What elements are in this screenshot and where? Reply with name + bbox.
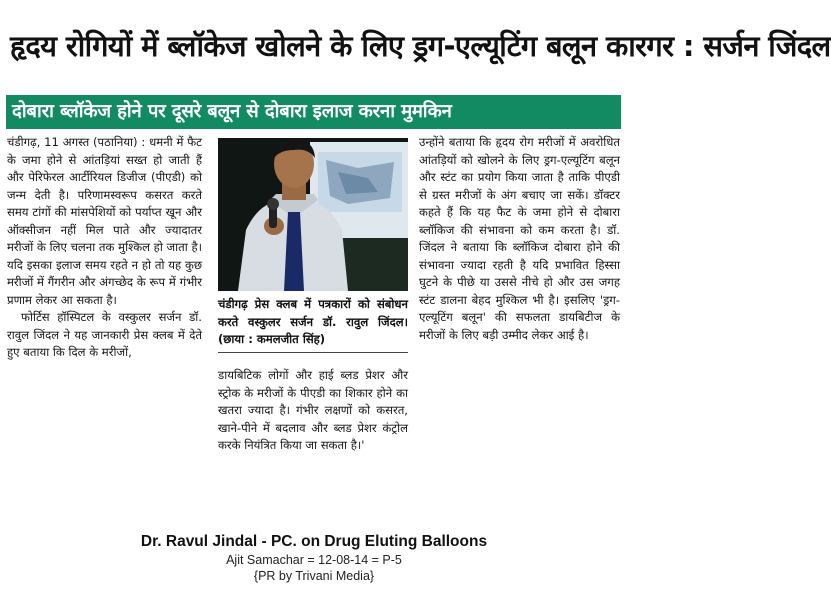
speaker-photo [218,138,408,291]
headline: हृदय रोगियों में ब्लॉकेज खोलने के लिए ड्रग-एल्यूटिंग बलून कारगर : सर्जन जिंदल [10,29,831,63]
subheadline-banner: दोबारा ब्लॉकेज होने पर दूसरे बलून से दोबारा इलाज करना मुमकिन [6,95,621,129]
photo-caption: चंडीगढ़ प्रेस क्लब में पत्रकारों को संबोधन करते वस्कुलर सर्जन डॉ. रावुल जिंदल। (छाया : कमलजीत सिंह) [218,296,408,353]
column1-text-1: धमनी में फैट के जमा होने से आंतड़ियां सख्त हो जाती हैं और पेरिफेरल आर्टीरियल डिजीज (पीएडी) को जन्म देती है। परिणामस्वरूप कसरत करते समय टांगों की मांसपेशियों को पर्याप्त खून और ऑक्सीजन नहीं मिल पाते और ज्यादातर मरीजों के लिए चलना तक मुश्किल हो जाता है। यदि इसका इलाज समय रहते न हो तो यह कुछ मरीजों में गैंगरीन और अंगच्छेद के रूप में गंभीर प्रणाम लेकर आ सकता है। [7,135,203,307]
footer-title: Dr. Ravul Jindal - PC. on Drug Eluting Balloons [140,533,488,550]
footer-source: Ajit Samachar = 12-08-14 = P-5 [226,553,402,567]
column1-paragraph-1 [7,134,202,309]
article-column-3 [419,134,620,344]
column2-paragraph-1: डायबिटिक लोगों और हाई ब्लड प्रेशर और स्ट्रोक के मरीजों के पीएडी का शिकार होने का खतरा ज्यादा है। गंभीर लक्षणों को कसरत, खाने-पीने में बदलाव और ब्लड प्रेशर कंट्रोल करके नियंत्रित किया जा सकता है।' [218,368,408,452]
article-column-2 [218,367,408,455]
column3-paragraph-1: उन्होंने बताया कि हृदय रोग मरीजों में अवरोधित आंतड़ियों को खोलने के लिए ड्रग-एल्यूटिंग बलून और स्टंट का प्रयोग किया जाता है ताकि पीएडी से ग्रस्त मरीजों के अंग बचाए जा सकें। डॉक्टर कहते हैं कि यह फैट के जमा होने से दोबारा ब्लॉकिज की संभावना को कम करता है। डॉ. जिंदल ने बताया कि ब्लॉकिज दोबारा होने की संभावना ज्यादा रहती है यदि प्रभावित हिस्सा घुटने के पीछे या उससे नीचे हो और उस जगह स्टंट डालना बेहद मुश्किल भी है। इसलिए 'ड्रग-एल्यूटिंग बलून' की सफलता डायबिटीज के मरीजों के लिए बड़ी उम्मीद लेकर आई है। [419,135,620,342]
article-column-1 [7,134,202,362]
dateline: चंडीगढ़, 11 अगस्त (पठानिया) : [7,135,146,149]
speaker-photo-image [218,138,408,291]
footer-credit: {PR by Trivani Media} [253,569,375,583]
column1-paragraph-2: फोर्टिस हॉस्पिटल के वस्कुलर सर्जन डॉ. रावुल जिंदल ने यह जानकारी प्रेस क्लब में देते हुए बताया कि दिल के मरीजों, [7,310,202,359]
